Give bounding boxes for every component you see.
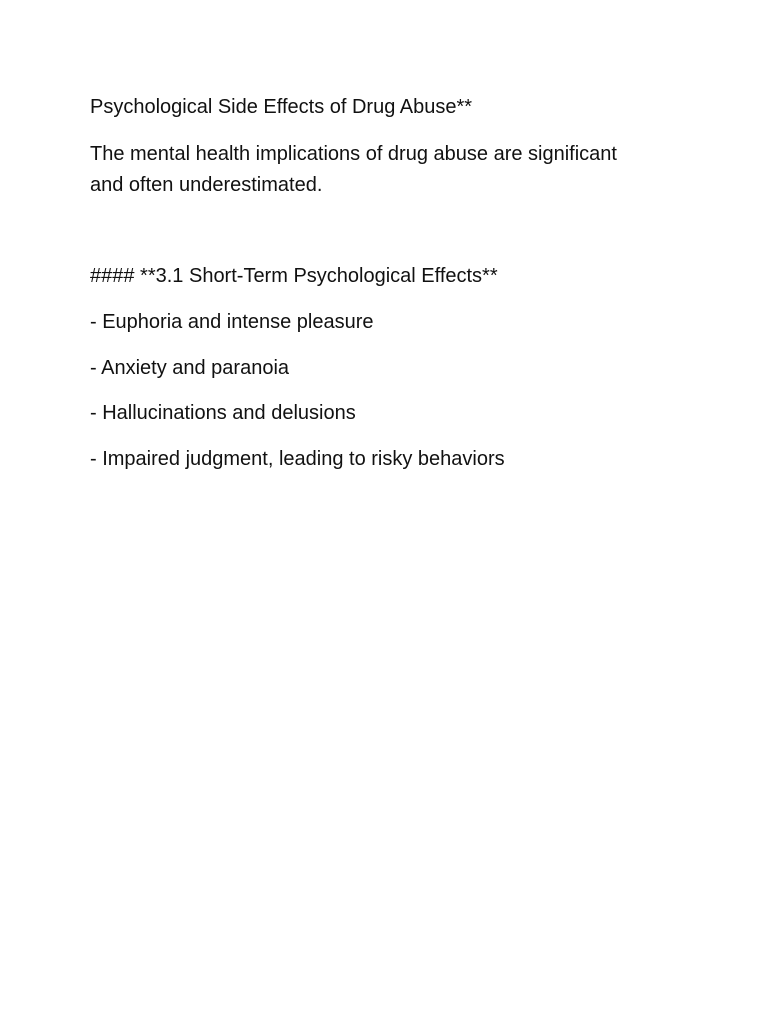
- bullet-item: - Euphoria and intense pleasure: [90, 311, 374, 333]
- document-title-line: Psychological Side Effects of Drug Abuse**: [90, 96, 473, 118]
- intro-line-2: and often underestimated.: [90, 174, 323, 196]
- bullet-item: - Impaired judgment, leading to risky behaviors: [90, 448, 505, 470]
- intro-paragraph: [90, 139, 670, 201]
- bullet-item: - Anxiety and paranoia: [90, 357, 290, 379]
- section-heading: #### **3.1 Short-Term Psychological Effects**: [90, 265, 498, 287]
- intro-line-1: The mental health implications of drug abuse are significant: [90, 143, 617, 165]
- bullet-item: - Hallucinations and delusions: [90, 402, 356, 424]
